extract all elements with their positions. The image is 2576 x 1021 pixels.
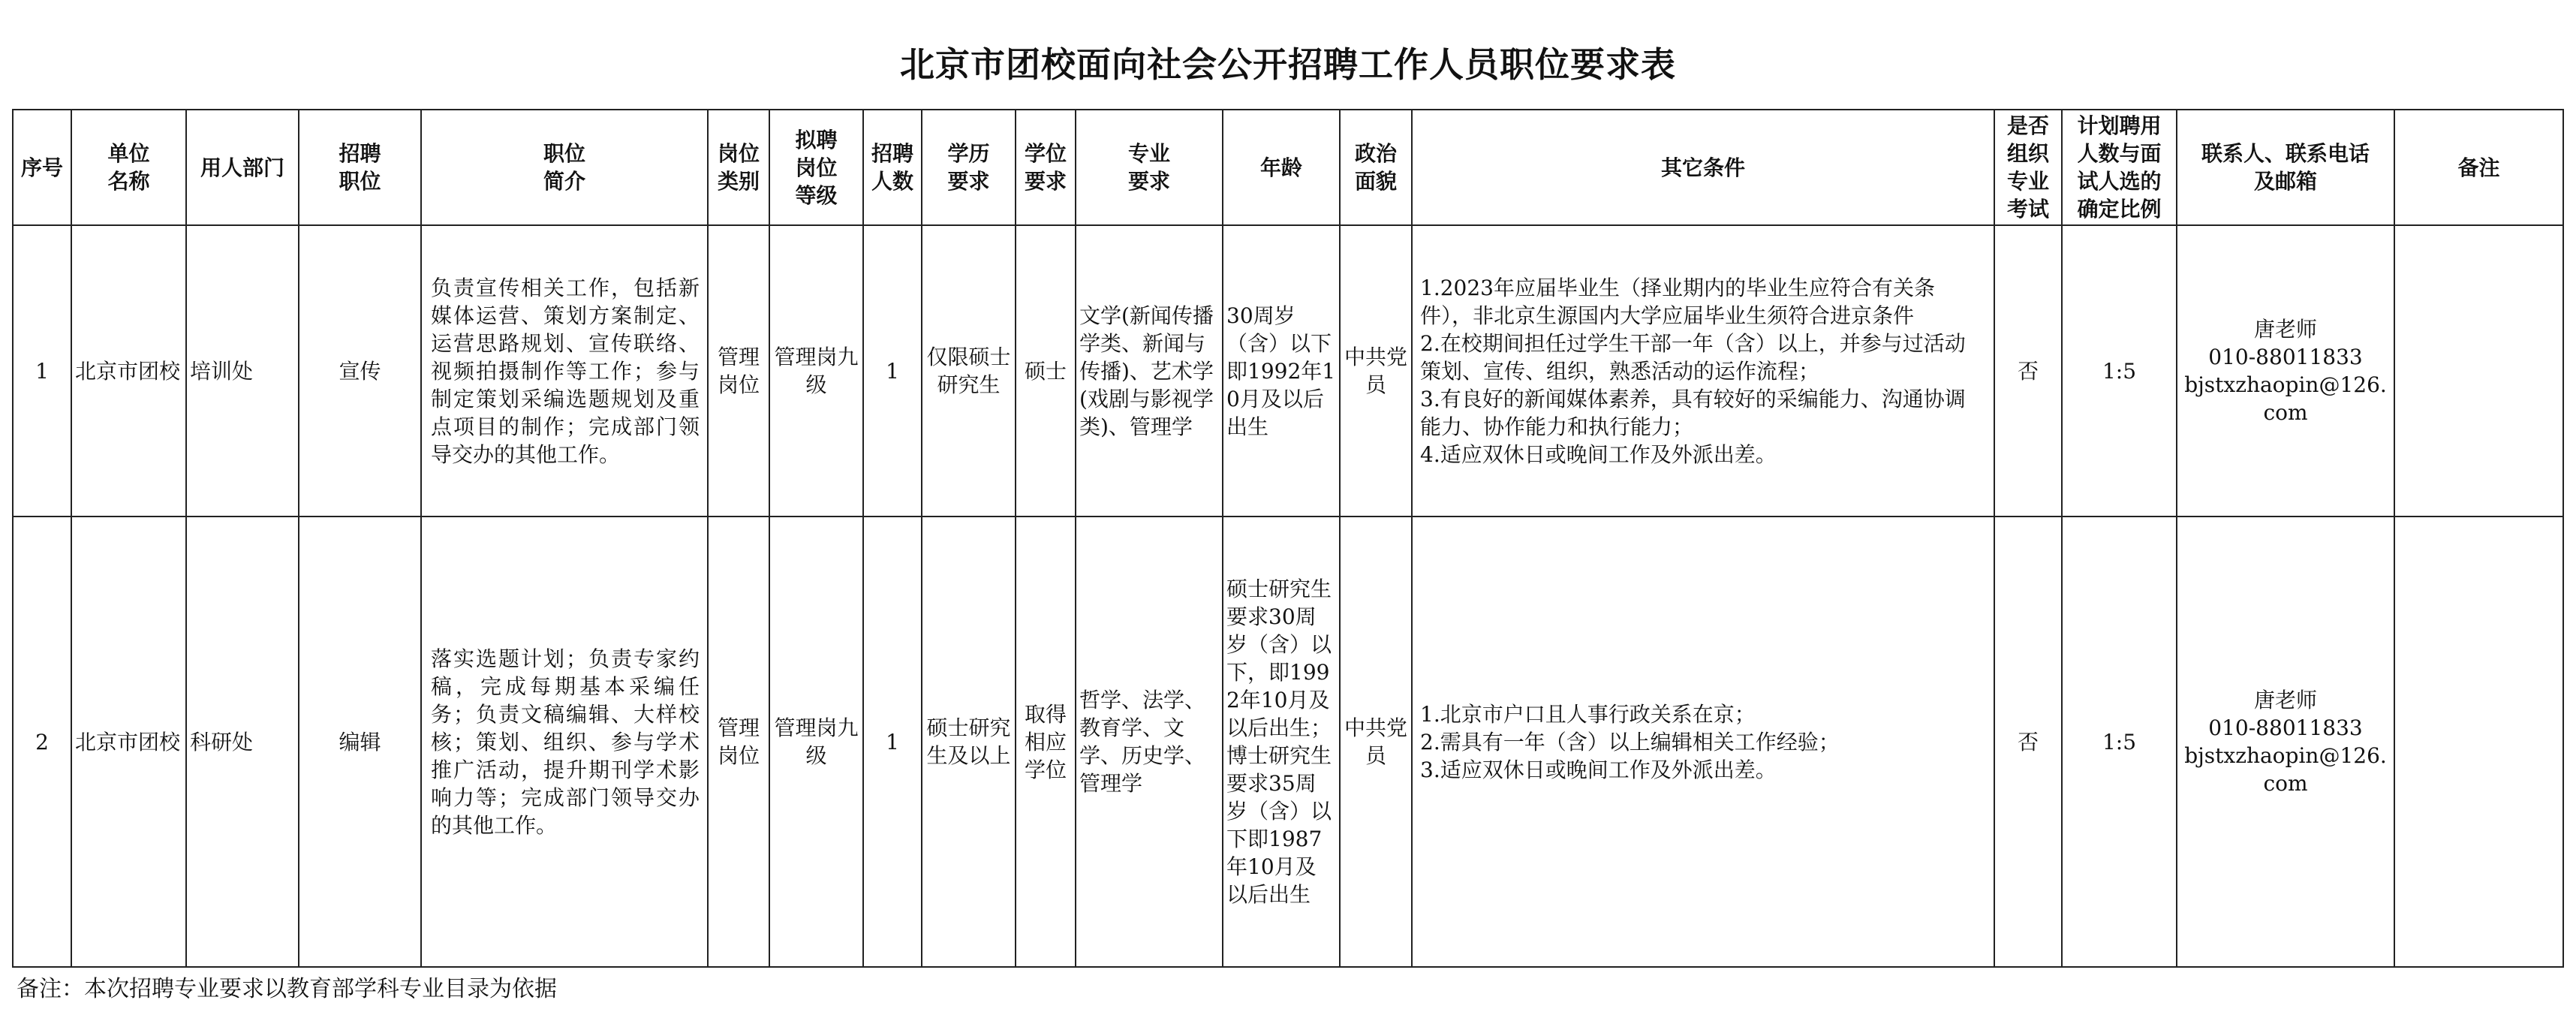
cell-count: 1 <box>863 517 922 967</box>
contact-email: bjstxzhaopin@126.com <box>2184 372 2387 425</box>
contact-phone: 010-88011833 <box>2208 345 2363 369</box>
cell-other: 1.2023年应届毕业生（择业期内的毕业生应符合有关条件），非北京生源国内大学应届毕业生须符合进京条件 2.在校期间担任过学生干部一年（含）以上，并参与过活动策划、宣传、组织，熟悉活动的运作流程； 3.有良好的新闻媒体素养，具有较好的采编能力、沟通协调能力、协作能力和执行能力； 4.适应双休日或晚间工作及外派出差。 <box>1412 225 1994 517</box>
cell-age: 30周岁（含）以下即1992年10月及以后出生 <box>1223 225 1340 517</box>
table-row <box>13 225 2563 517</box>
cell-major: 哲学、法学、教育学、文学、历史学、管理学 <box>1076 517 1223 967</box>
cell-education: 仅限硕士研究生 <box>922 225 1016 517</box>
cell-degree: 取得相应学位 <box>1016 517 1076 967</box>
header-major: 专业 要求 <box>1076 110 1223 225</box>
footnote: 备注：本次招聘专业要求以教育部学科专业目录为依据 <box>17 976 557 1002</box>
cell-dept: 科研处 <box>186 517 299 967</box>
cell-exam: 否 <box>1994 517 2062 967</box>
table-row <box>13 517 2563 967</box>
header-remark: 备注 <box>2394 110 2563 225</box>
cell-ratio: 1:5 <box>2062 517 2177 967</box>
header-level: 拟聘 岗位 等级 <box>769 110 863 225</box>
header-degree: 学位 要求 <box>1016 110 1076 225</box>
header-ratio: 计划聘用 人数与面 试人选的 确定比例 <box>2062 110 2177 225</box>
cell-contact <box>2177 517 2394 967</box>
cell-unit: 北京市团校 <box>71 225 186 517</box>
cell-other: 1.北京市户口且人事行政关系在京； 2.需具有一年（含）以上编辑相关工作经验； 3.适应双休日或晚间工作及外派出差。 <box>1412 517 1994 967</box>
cell-education: 硕士研究生及以上 <box>922 517 1016 967</box>
cell-intro: 负责宣传相关工作，包括新媒体运营、策划方案制定、运营思路规划、宣传联络、视频拍摄制作等工作；参与制定策划采编选题规划及重点项目的制作；完成部门领导交办的其他工作。 <box>421 225 708 517</box>
header-education: 学历 要求 <box>922 110 1016 225</box>
cell-age: 硕士研究生要求30周岁（含）以下，即1992年10月及以后出生；博士研究生要求35周岁（含）以下即1987年10月及以后出生 <box>1223 517 1340 967</box>
cell-unit: 北京市团校 <box>71 517 186 967</box>
contact-phone: 010-88011833 <box>2208 715 2363 740</box>
contact-name: 唐老师 <box>2253 317 2317 342</box>
header-political: 政治 面貌 <box>1340 110 1412 225</box>
cell-remark <box>2394 225 2563 517</box>
header-position: 招聘 职位 <box>299 110 421 225</box>
contact-email: bjstxzhaopin@126.com <box>2184 743 2387 796</box>
cell-political: 中共党员 <box>1340 517 1412 967</box>
cell-level: 管理岗九级 <box>769 517 863 967</box>
recruitment-table <box>12 109 2564 968</box>
cell-seq: 1 <box>13 225 71 517</box>
cell-remark <box>2394 517 2563 967</box>
cell-count: 1 <box>863 225 922 517</box>
cell-degree: 硕士 <box>1016 225 1076 517</box>
header-intro: 职位 简介 <box>421 110 708 225</box>
header-contact: 联系人、联系电话 及邮箱 <box>2177 110 2394 225</box>
cell-contact <box>2177 225 2394 517</box>
cell-exam: 否 <box>1994 225 2062 517</box>
cell-category: 管理岗位 <box>708 517 769 967</box>
cell-position: 编辑 <box>299 517 421 967</box>
header-other: 其它条件 <box>1412 110 1994 225</box>
cell-intro: 落实选题计划；负责专家约稿，完成每期基本采编任务；负责文稿编辑、大样校核；策划、组织、参与学术推广活动，提升期刊学术影响力等；完成部门领导交办的其他工作。 <box>421 517 708 967</box>
cell-level: 管理岗九级 <box>769 225 863 517</box>
cell-position: 宣传 <box>299 225 421 517</box>
header-row <box>13 110 2563 225</box>
header-exam: 是否 组织 专业 考试 <box>1994 110 2062 225</box>
header-count: 招聘 人数 <box>863 110 922 225</box>
header-unit: 单位 名称 <box>71 110 186 225</box>
cell-ratio: 1:5 <box>2062 225 2177 517</box>
page-title: 北京市团校面向社会公开招聘工作人员职位要求表 <box>900 44 1676 85</box>
cell-seq: 2 <box>13 517 71 967</box>
cell-category: 管理岗位 <box>708 225 769 517</box>
header-age: 年龄 <box>1223 110 1340 225</box>
cell-dept: 培训处 <box>186 225 299 517</box>
header-seq: 序号 <box>13 110 71 225</box>
header-dept: 用人部门 <box>186 110 299 225</box>
header-category: 岗位 类别 <box>708 110 769 225</box>
cell-major: 文学(新闻传播学类、新闻与传播)、艺术学(戏剧与影视学类)、管理学 <box>1076 225 1223 517</box>
cell-political: 中共党员 <box>1340 225 1412 517</box>
contact-name: 唐老师 <box>2253 688 2317 712</box>
